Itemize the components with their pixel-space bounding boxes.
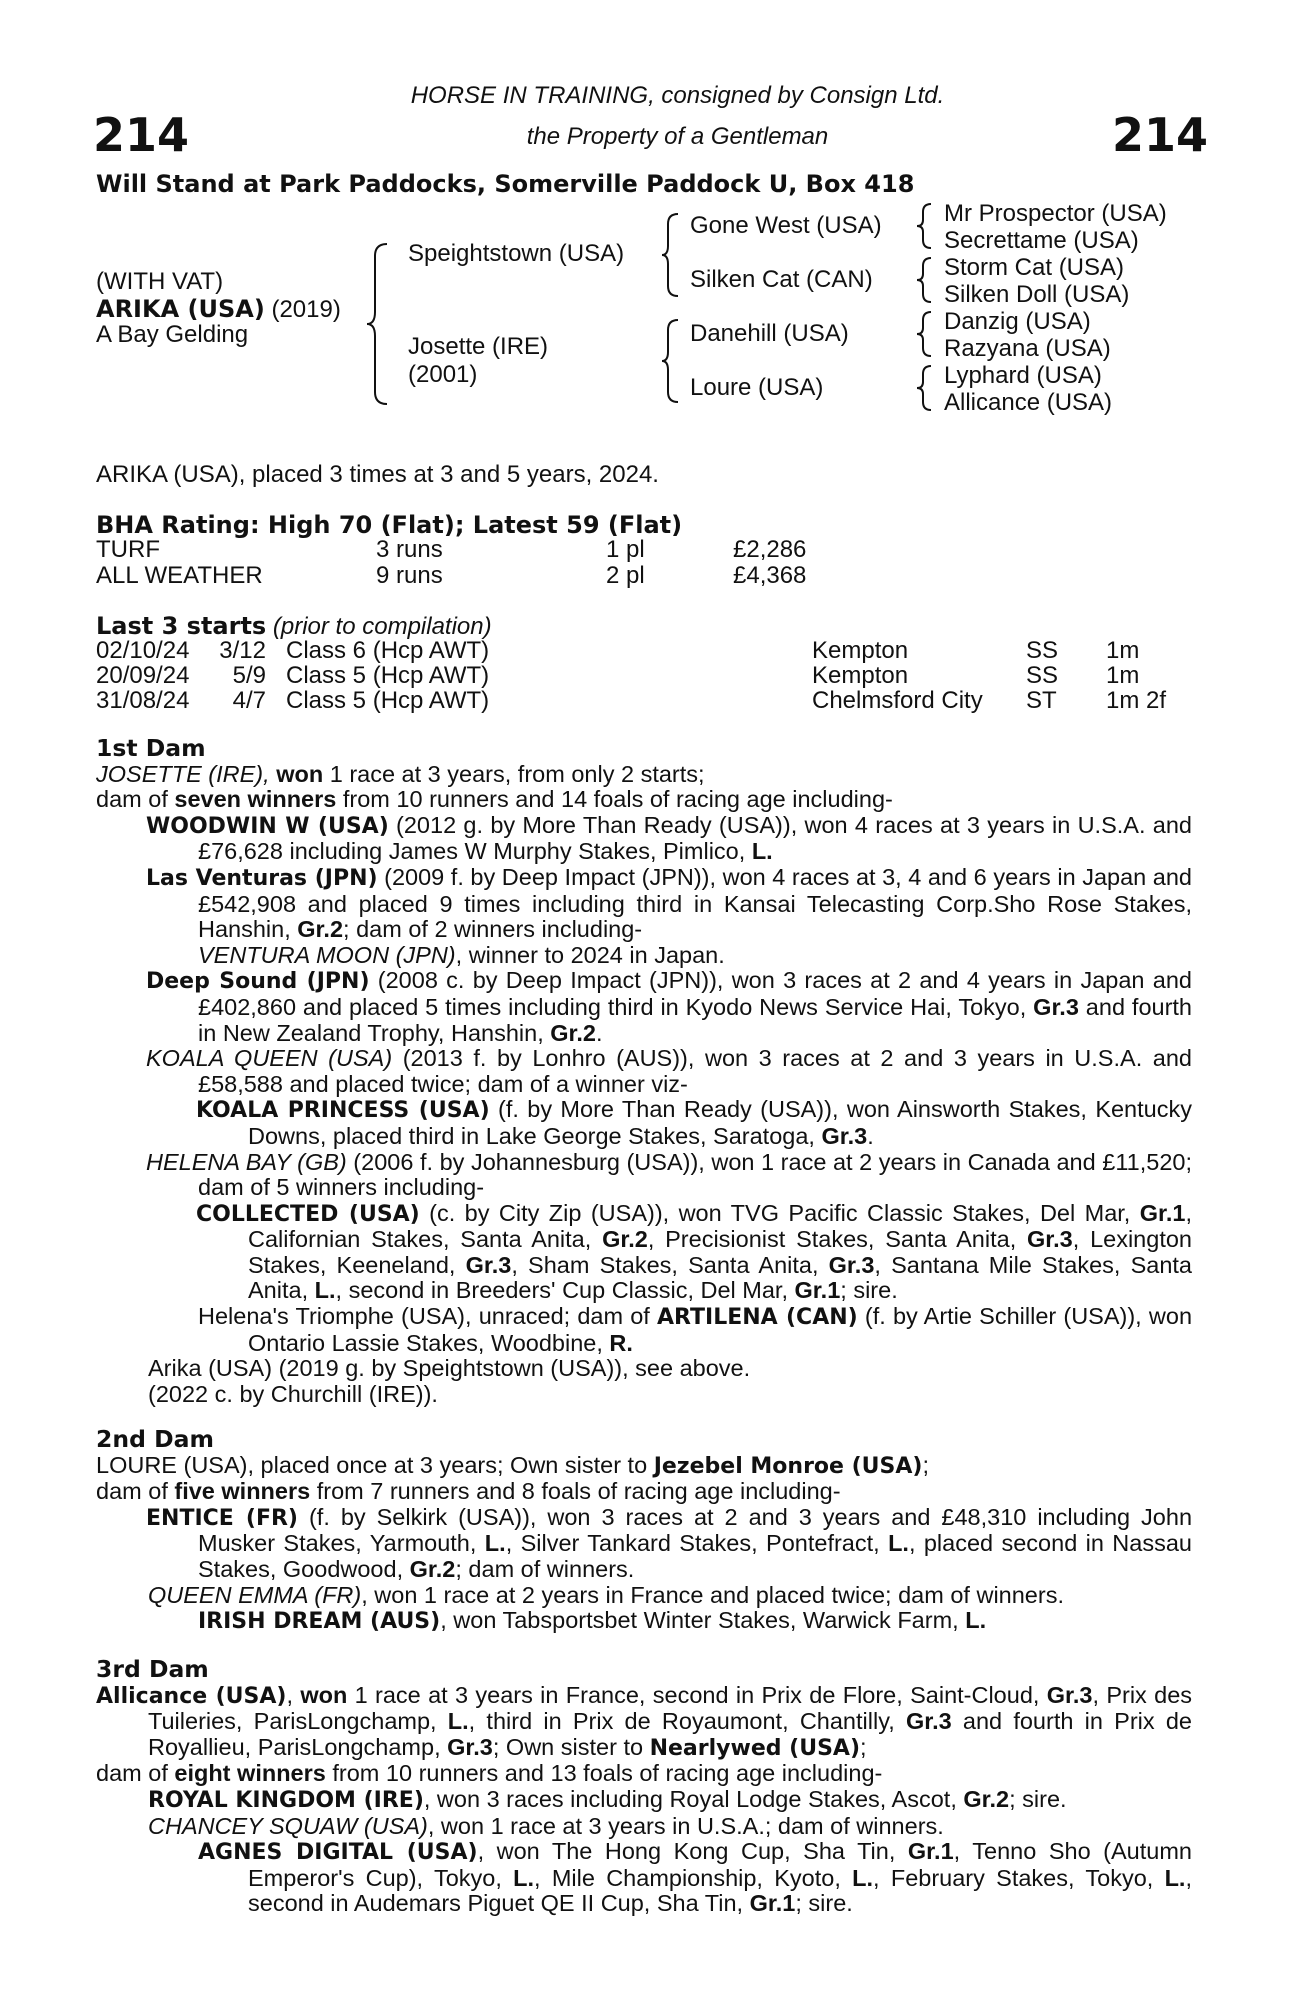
- horse-description: A Bay Gelding: [96, 321, 249, 348]
- gg-5: Danzig (USA): [944, 308, 1091, 335]
- rating-prize: £4,368: [733, 562, 807, 589]
- grade: Gr.3: [1033, 993, 1079, 1020]
- text: ; Own sister to: [492, 1733, 650, 1760]
- progeny-record: , Lexington Stakes, Keeneland,: [248, 1226, 1192, 1278]
- grade: Gr.2: [409, 1555, 456, 1582]
- progeny-koala-princess: [96, 1097, 1192, 1149]
- start-row: [96, 637, 1196, 665]
- grade: Gr.3: [821, 1122, 868, 1149]
- pedigree-brace-sire: [660, 210, 684, 300]
- grandsire-1: Gone West (USA): [690, 212, 882, 239]
- progeny-name: ROYAL KINGDOM (IRE): [148, 1787, 424, 1813]
- winners-count: five winners: [174, 1478, 311, 1505]
- gg-3: Storm Cat (USA): [944, 254, 1125, 281]
- rating-placed: 1 pl: [606, 536, 645, 563]
- sister-name: Nearlywed (USA): [649, 1735, 861, 1761]
- start-pos: 4/7: [232, 687, 266, 714]
- progeny-name: CHANCEY SQUAW (USA): [148, 1812, 428, 1839]
- progeny-koala-queen: [96, 1046, 1192, 1097]
- progeny-record: , second in Breeders' Cup Classic, Del Mar,: [335, 1277, 795, 1304]
- rating-surface: ALL WEATHER: [96, 562, 263, 589]
- start-distance: 1m 2f: [1106, 687, 1167, 714]
- text: , Prix des Tuileries, ParisLongchamp,: [148, 1681, 1193, 1735]
- progeny-record: , Californian Stakes, Santa Anita,: [248, 1199, 1192, 1253]
- text: ;: [922, 1451, 929, 1478]
- last-starts-heading: Last 3 starts: [96, 612, 267, 640]
- third-dam-record: [96, 1683, 1192, 1762]
- progeny-name: WOODWIN W (USA): [146, 813, 389, 839]
- dam-name: Allicance (USA): [96, 1683, 287, 1709]
- grade: Gr.2: [602, 1226, 648, 1253]
- grade: L.: [965, 1607, 987, 1634]
- second-dam-title: 2nd Dam: [96, 1425, 214, 1453]
- progeny-record: , placed second in Nassau Stakes, Goodwood,: [198, 1530, 1192, 1582]
- text: from 7 runners and 8 foals of racing age including-: [310, 1478, 841, 1505]
- progeny-ventura-moon: [96, 943, 1192, 969]
- progeny-name: Deep Sound (JPN): [146, 969, 370, 995]
- pedigree-brace-dam: [660, 316, 684, 406]
- progeny-record: , won 3 races including Royal Lodge Stakes, Ascot,: [423, 1785, 964, 1812]
- grade: R.: [609, 1329, 633, 1356]
- progeny-2022-colt: (2022 c. by Churchill (IRE)).: [148, 1380, 438, 1407]
- start-row: [96, 662, 1196, 690]
- progeny-agnes-digital: [96, 1839, 1192, 1917]
- text: .: [867, 1122, 874, 1149]
- text: .: [595, 1019, 603, 1046]
- progeny-record: and fourth in New Zealand Trophy, Hanshin,: [198, 993, 1193, 1046]
- start-course: Kempton: [812, 662, 909, 689]
- progeny-las-venturas: [96, 865, 1192, 943]
- progeny-name: IRISH DREAM (AUS): [198, 1609, 441, 1635]
- progeny-record: , Santana Mile Stakes, Santa Anita,: [248, 1251, 1192, 1304]
- progeny-helena-bay: [96, 1150, 1192, 1201]
- text: ;: [860, 1733, 867, 1760]
- grade: Gr.3: [905, 1708, 952, 1735]
- progeny-record: , February Stakes, Tokyo,: [873, 1864, 1165, 1891]
- dam-record: 1 race at 3 years, from only 2 starts;: [323, 760, 705, 787]
- progeny-name: ARTILENA (CAN): [657, 1305, 858, 1331]
- dam-year: (2001): [408, 361, 478, 388]
- text: dam of: [96, 1478, 175, 1505]
- gg-8: Allicance (USA): [944, 389, 1113, 416]
- vat-note: (WITH VAT): [96, 268, 224, 295]
- progeny-name: KOALA PRINCESS (USA): [196, 1098, 490, 1124]
- progeny-chancey-squaw: [96, 1814, 1192, 1840]
- start-pos: 5/9: [232, 662, 266, 689]
- rating-runs: 9 runs: [376, 562, 443, 589]
- progeny-record: ; dam of 2 winners including-: [343, 916, 643, 943]
- grade: Gr.1: [907, 1838, 954, 1865]
- horse-name: ARIKA (USA): [96, 295, 265, 323]
- progeny-name: HELENA BAY (GB): [146, 1148, 347, 1175]
- text: dam of: [96, 1760, 175, 1787]
- gg-7: Lyphard (USA): [944, 362, 1102, 389]
- start-distance: 1m: [1106, 662, 1140, 689]
- grade: L.: [1164, 1864, 1186, 1891]
- progeny-record: (2009 f. by Deep Impact (JPN)), won 4 races at 3, 4 and 6 years in Japan and £542,908 and placed 9 times including third in Kansai Telecasting Corp.Sho Rose Stakes, Hanshin,: [198, 863, 1193, 943]
- horse-year: (2019): [271, 296, 341, 323]
- third-dam-section: [96, 1657, 1192, 1917]
- progeny-record: (c. by City Zip (USA)), won TVG Pacific Classic Stakes, Del Mar,: [419, 1199, 1140, 1226]
- progeny-record: (2008 c. by Deep Impact (JPN)), won 3 races at 2 and 4 years in Japan and £402,860 and placed 5 times including third in Kyodo News Service Hai, Tokyo,: [198, 967, 1192, 1020]
- header-property: the Property of a Gentleman: [526, 123, 829, 150]
- progeny-record: , second in Audemars Piguet QE II Cup, Sha Tin,: [248, 1864, 1192, 1917]
- progeny-record: , Silver Tankard Stakes, Pontefract,: [505, 1530, 889, 1557]
- progeny-helenas-triomphe: [96, 1304, 1192, 1356]
- progeny-entice: [96, 1505, 1192, 1583]
- start-distance: 1m: [1106, 637, 1140, 664]
- grade: L.: [447, 1708, 469, 1735]
- grade: L.: [513, 1864, 535, 1891]
- grade: Gr.2: [963, 1785, 1010, 1812]
- granddam-1: Silken Cat (CAN): [690, 266, 873, 293]
- progeny-name: ENTICE (FR): [146, 1505, 298, 1531]
- start-row: [96, 687, 1196, 715]
- sire-name: Speightstown (USA): [408, 240, 625, 267]
- start-date: 20/09/24: [96, 662, 190, 689]
- lot-number-left: 214: [93, 108, 190, 162]
- rating-placed: 2 pl: [606, 562, 645, 589]
- progeny-arika: Arika (USA) (2019 g. by Speightstown (USA)), see above.: [148, 1355, 751, 1382]
- progeny-record: , won The Hong Kong Cup, Sha Tin,: [477, 1838, 908, 1865]
- winners-count: eight winners: [174, 1760, 326, 1787]
- start-class: Class 5 (Hcp AWT): [286, 687, 490, 714]
- grade: L.: [888, 1530, 909, 1557]
- first-dam-section: [96, 736, 1192, 1407]
- second-dam-section: [96, 1427, 1192, 1635]
- start-going: SS: [1026, 662, 1059, 689]
- text: dam of: [96, 786, 175, 813]
- progeny-record: (f. by Selkirk (USA)), won 3 races at 2 and 3 years and £48,310 including John Musker Stakes, Yarmouth,: [198, 1503, 1193, 1557]
- progeny-record: , won 1 race at 3 years in U.S.A.; dam of winners.: [427, 1812, 944, 1839]
- first-dam-title: 1st Dam: [96, 734, 206, 762]
- start-course: Kempton: [812, 637, 909, 664]
- grade: Gr.1: [749, 1890, 796, 1917]
- start-date: 31/08/24: [96, 687, 190, 714]
- progeny-name: COLLECTED (USA): [196, 1201, 420, 1227]
- progeny-name: Las Venturas (JPN): [146, 865, 378, 891]
- text: ; sire.: [1009, 1785, 1067, 1812]
- pedigree-brace-main: [365, 240, 395, 408]
- stabling-info: Will Stand at Park Paddocks, Somerville Paddock U, Box 418: [96, 170, 915, 198]
- dam-name: Josette (IRE): [408, 333, 549, 360]
- rating-title: BHA Rating: High 70 (Flat); Latest 59 (Flat): [96, 511, 683, 539]
- won-label: won: [300, 1681, 348, 1708]
- start-going: SS: [1026, 637, 1059, 664]
- text: , third in Prix de Royaumont, Chantilly,: [468, 1708, 906, 1735]
- grade: Gr.1: [794, 1277, 841, 1304]
- sister-name: Jezebel Monroe (USA): [653, 1453, 923, 1479]
- text: ; sire.: [795, 1890, 853, 1917]
- rating-runs: 3 runs: [376, 536, 443, 563]
- progeny-collected: [96, 1201, 1192, 1304]
- progeny-record: (2006 f. by Johannesburg (USA)), won 1 race at 2 years in Canada and £11,520; dam of 5 winners including-: [198, 1148, 1192, 1201]
- rating-surface: TURF: [96, 536, 160, 563]
- horse-title: [96, 295, 341, 324]
- dam-name: JOSETTE (IRE),: [96, 760, 277, 787]
- progeny-woodwin: [96, 813, 1192, 865]
- progeny-record: (2013 f. by Lonhro (AUS)), won 3 races at 2 and 3 years in U.S.A. and £58,588 and placed twice; dam of a winner viz-: [198, 1045, 1192, 1097]
- winners-count: seven winners: [174, 786, 337, 813]
- progeny-deep-sound: [96, 968, 1192, 1046]
- grade: Gr.2: [297, 916, 344, 943]
- text: and fourth in Prix de Royallieu, ParisLongchamp,: [148, 1708, 1192, 1760]
- progeny-record: , Precisionist Stakes, Santa Anita,: [647, 1226, 1028, 1253]
- grade: L.: [751, 838, 773, 865]
- grade: Gr.3: [1046, 1681, 1093, 1708]
- progeny-record: , Mile Championship, Kyoto,: [534, 1864, 853, 1891]
- won-label: won: [276, 760, 324, 787]
- progeny-record: , won 1 race at 2 years in France and placed twice; dam of winners.: [361, 1581, 1064, 1608]
- progeny-name: QUEEN EMMA (FR): [148, 1581, 362, 1608]
- start-class: Class 6 (Hcp AWT): [286, 637, 490, 664]
- text: 1 race at 3 years in France, second in Prix de Flore, Saint-Cloud,: [347, 1681, 1047, 1708]
- lot-number-right: 214: [1112, 108, 1209, 162]
- text: ; sire.: [840, 1277, 898, 1304]
- pedigree-braces-gg: [915, 200, 937, 416]
- progeny-record: (2012 g. by More Than Ready (USA)), won 4 races at 3 years in U.S.A. and £76,628 including James W Murphy Stakes, Pimlico,: [198, 811, 1192, 865]
- gg-2: Secrettame (USA): [944, 227, 1139, 254]
- text: ; dam of winners.: [455, 1555, 635, 1582]
- third-dam-title: 3rd Dam: [96, 1655, 209, 1683]
- header-consignor: HORSE IN TRAINING, consigned by Consign Ltd.: [410, 82, 945, 109]
- grade: Gr.2: [550, 1019, 596, 1046]
- gg-1: Mr Prospector (USA): [944, 200, 1167, 227]
- grade: L.: [852, 1864, 874, 1891]
- progeny-name: VENTURA MOON (JPN): [198, 941, 456, 968]
- start-pos: 3/12: [219, 637, 266, 664]
- start-going: ST: [1026, 687, 1057, 714]
- progeny-name: KOALA QUEEN (USA): [146, 1045, 393, 1072]
- progeny-record: (f. by Artie Schiller (USA)), won Ontario Lassie Stakes, Woodbine,: [248, 1303, 1193, 1356]
- grade: Gr.1: [1139, 1199, 1186, 1226]
- text: LOURE (USA), placed once at 3 years; Own sister to: [96, 1451, 654, 1478]
- progeny-record: Helena's Triomphe (USA), unraced; dam of: [198, 1303, 658, 1330]
- text: from 10 runners and 14 foals of racing age including-: [336, 786, 893, 813]
- progeny-queen-emma: [96, 1583, 1192, 1609]
- progeny-name: AGNES DIGITAL (USA): [198, 1840, 478, 1866]
- last-starts-note: (prior to compilation): [272, 613, 492, 640]
- race-summary: ARIKA (USA), placed 3 times at 3 and 5 years, 2024.: [96, 461, 659, 488]
- grade: Gr.3: [465, 1251, 512, 1278]
- progeny-record: (f. by More Than Ready (USA)), won Ainsworth Stakes, Kentucky Downs, placed third in Lake George Stakes, Saratoga,: [248, 1096, 1192, 1149]
- progeny-royal-kingdom: [96, 1787, 1192, 1814]
- text: from 10 runners and 13 foals of racing age including-: [325, 1760, 883, 1787]
- start-course: Chelmsford City: [812, 687, 983, 714]
- progeny-record: , winner to 2024 in Japan.: [455, 941, 725, 968]
- start-class: Class 5 (Hcp AWT): [286, 662, 490, 689]
- grandsire-2: Danehill (USA): [690, 320, 849, 347]
- grade: L.: [314, 1277, 336, 1304]
- progeny-record: , Tenno Sho (Autumn Emperor's Cup), Tokyo,: [248, 1838, 1192, 1891]
- grade: Gr.3: [1027, 1226, 1073, 1253]
- grade: Gr.3: [828, 1251, 875, 1278]
- progeny-record: , Sham Stakes, Santa Anita,: [511, 1251, 829, 1278]
- progeny-irish-dream: [96, 1608, 1192, 1635]
- start-date: 02/10/24: [96, 637, 190, 664]
- text: ,: [286, 1681, 301, 1708]
- gg-4: Silken Doll (USA): [944, 281, 1130, 308]
- rating-prize: £2,286: [733, 536, 807, 563]
- grade: L.: [484, 1530, 506, 1557]
- progeny-record: , won Tabsportsbet Winter Stakes, Warwick Farm,: [440, 1607, 966, 1634]
- grade: Gr.3: [447, 1733, 493, 1760]
- granddam-2: Loure (USA): [690, 374, 824, 401]
- gg-6: Razyana (USA): [944, 335, 1111, 362]
